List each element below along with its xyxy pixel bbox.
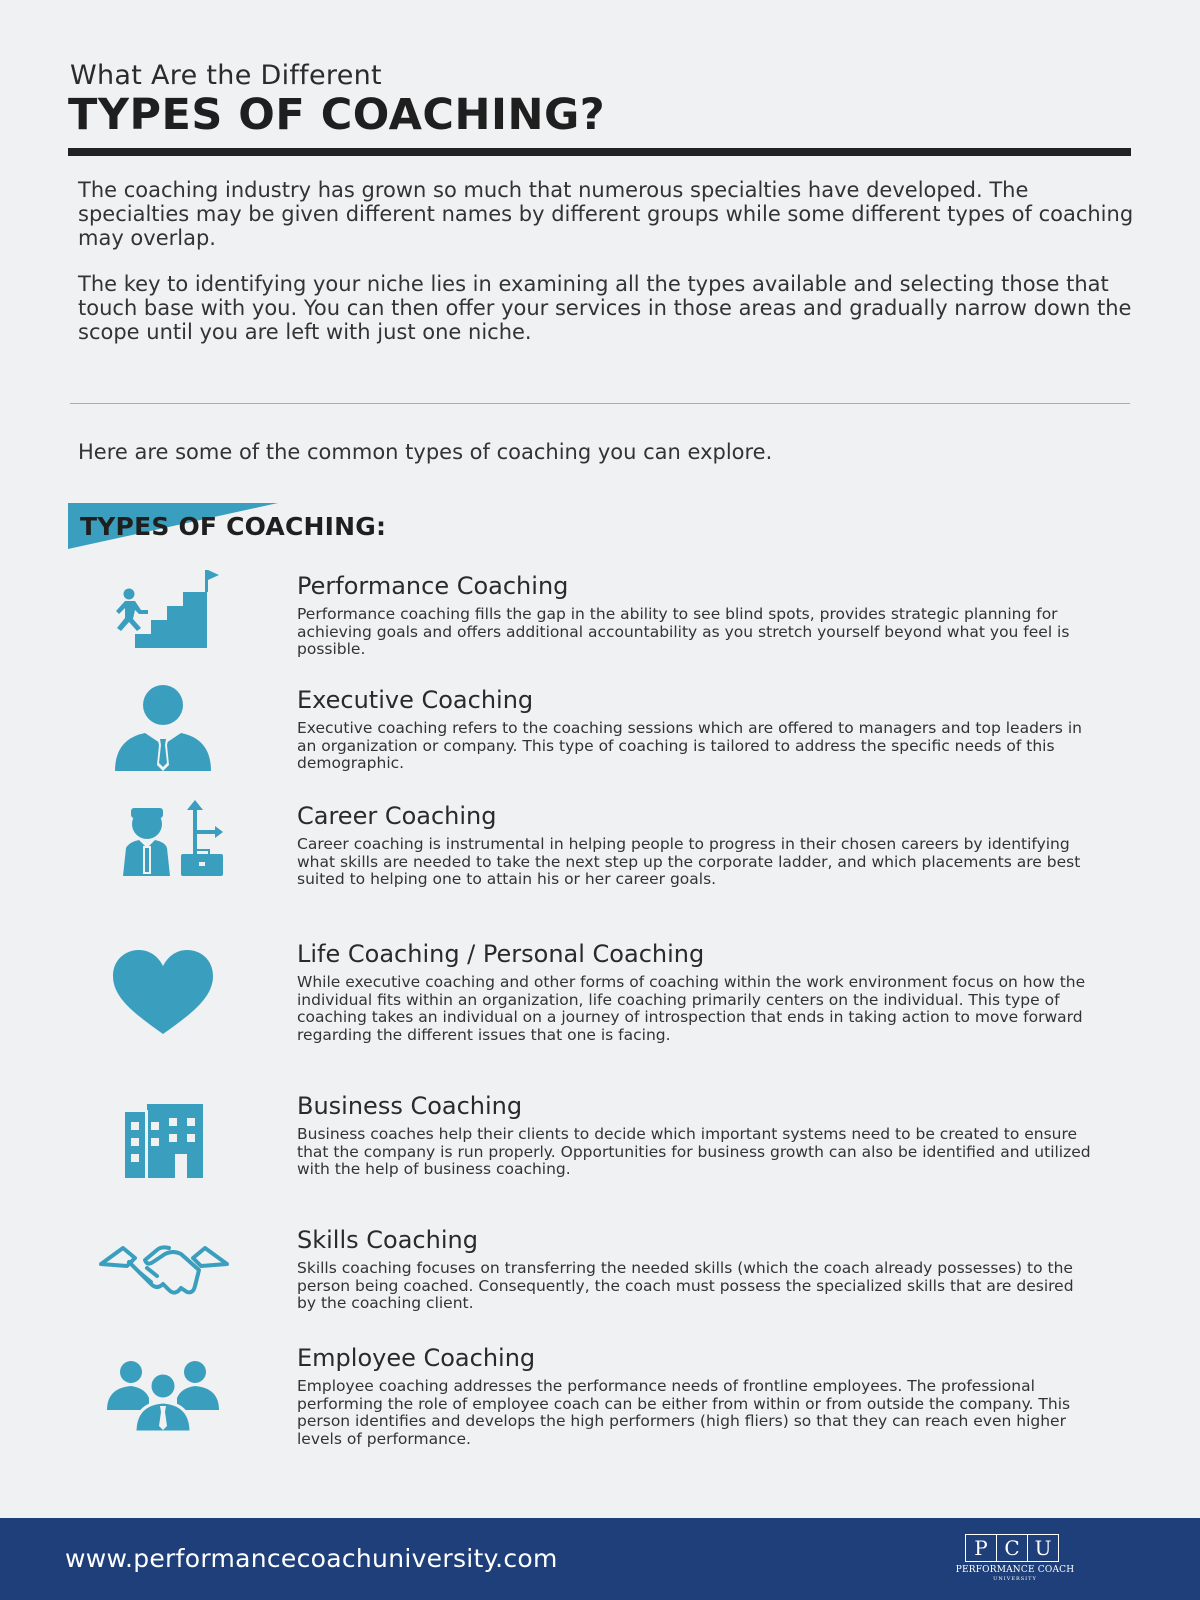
coaching-type-description: Skills coaching focuses on transferring the needed skills (which the coach already possesses) to the person being coached. Consequently, the coach must possess the specialized skills that are desired by the coaching client. <box>297 1259 1074 1312</box>
pcu-logo <box>935 1534 1095 1586</box>
title-divider <box>68 148 1131 156</box>
heart-icon <box>95 942 235 1042</box>
intro-paragraph-1: The coaching industry has grown so much that numerous specialties have developed. The specialties may be given different names by different groups while some different types of coaching may overlap. <box>78 178 1134 250</box>
section-divider <box>70 403 1130 404</box>
footer-bar <box>0 1518 1200 1600</box>
building-icon <box>95 1090 235 1190</box>
coaching-type-description: Career coaching is instrumental in helping people to progress in their chosen careers by identifying what skills are needed to take the next step up the corporate ladder, and which placements are best suited to helping one to attain his or her career goals. <box>297 835 1081 888</box>
career-path-icon <box>95 800 235 900</box>
stairs-climber-icon <box>95 570 235 670</box>
coaching-type-title: Business Coaching <box>297 1092 523 1120</box>
executive-person-icon <box>95 681 235 781</box>
coaching-type-description: Executive coaching refers to the coaching sessions which are offered to managers and top leaders in an organization or company. This type of coaching is tailored to address the specific needs of this demographic. <box>297 719 1082 772</box>
coaching-type-description: Performance coaching fills the gap in the ability to see blind spots, provides strategic planning for achieving goals and offers additional accountability as you stretch yourself beyond what you feel is possible. <box>297 605 1070 658</box>
logo-name: PERFORMANCE COACH <box>955 1565 1075 1575</box>
logo-letter: P <box>966 1535 997 1561</box>
website-link[interactable]: www.performancecoachuniversity.com <box>65 1544 558 1573</box>
header-kicker: What Are the Different <box>70 60 382 91</box>
logo-letters <box>965 1534 1059 1562</box>
explore-line: Here are some of the common types of coaching you can explore. <box>78 440 773 464</box>
coaching-type-title: Career Coaching <box>297 802 497 830</box>
team-group-icon <box>95 1348 235 1448</box>
section-heading-text: TYPES OF COACHING: <box>80 512 387 541</box>
coaching-type-title: Executive Coaching <box>297 686 534 714</box>
coaching-type-description: While executive coaching and other forms of coaching within the work environment focus on how the individual fits within an organization, life coaching primarily centers on the individual. This type of coaching takes an individual on a journey of introspection that ends in taking action to move forward regarding the different issues that one is facing. <box>297 973 1086 1044</box>
logo-letter: C <box>997 1535 1028 1561</box>
section-heading <box>68 503 488 551</box>
page-title: TYPES OF COACHING? <box>68 90 606 140</box>
coaching-type-title: Life Coaching / Personal Coaching <box>297 940 705 968</box>
coaching-type-description: Employee coaching addresses the performance needs of frontline employees. The professional performing the role of employee coach can be either from within or from outside the company. This person identifies and develops the high performers (high fliers) so that they can reach even higher levels of performance. <box>297 1377 1071 1448</box>
coaching-type-title: Employee Coaching <box>297 1344 536 1372</box>
handshake-icon <box>95 1218 235 1318</box>
coaching-type-description: Business coaches help their clients to decide which important systems need to be created to ensure that the company is run properly. Opportunities for business growth can also be identified and utilized with the help of business coaching. <box>297 1125 1091 1178</box>
logo-letter: U <box>1034 1536 1052 1560</box>
coaching-type-title: Skills Coaching <box>297 1226 478 1254</box>
logo-subtitle: UNIVERSITY <box>993 1576 1037 1582</box>
intro-paragraph-2: The key to identifying your niche lies in examining all the types available and selecting those that touch base with you. You can then offer your services in those areas and gradually narrow down the scope until you are left with just one niche. <box>78 272 1132 344</box>
coaching-type-title: Performance Coaching <box>297 572 569 600</box>
